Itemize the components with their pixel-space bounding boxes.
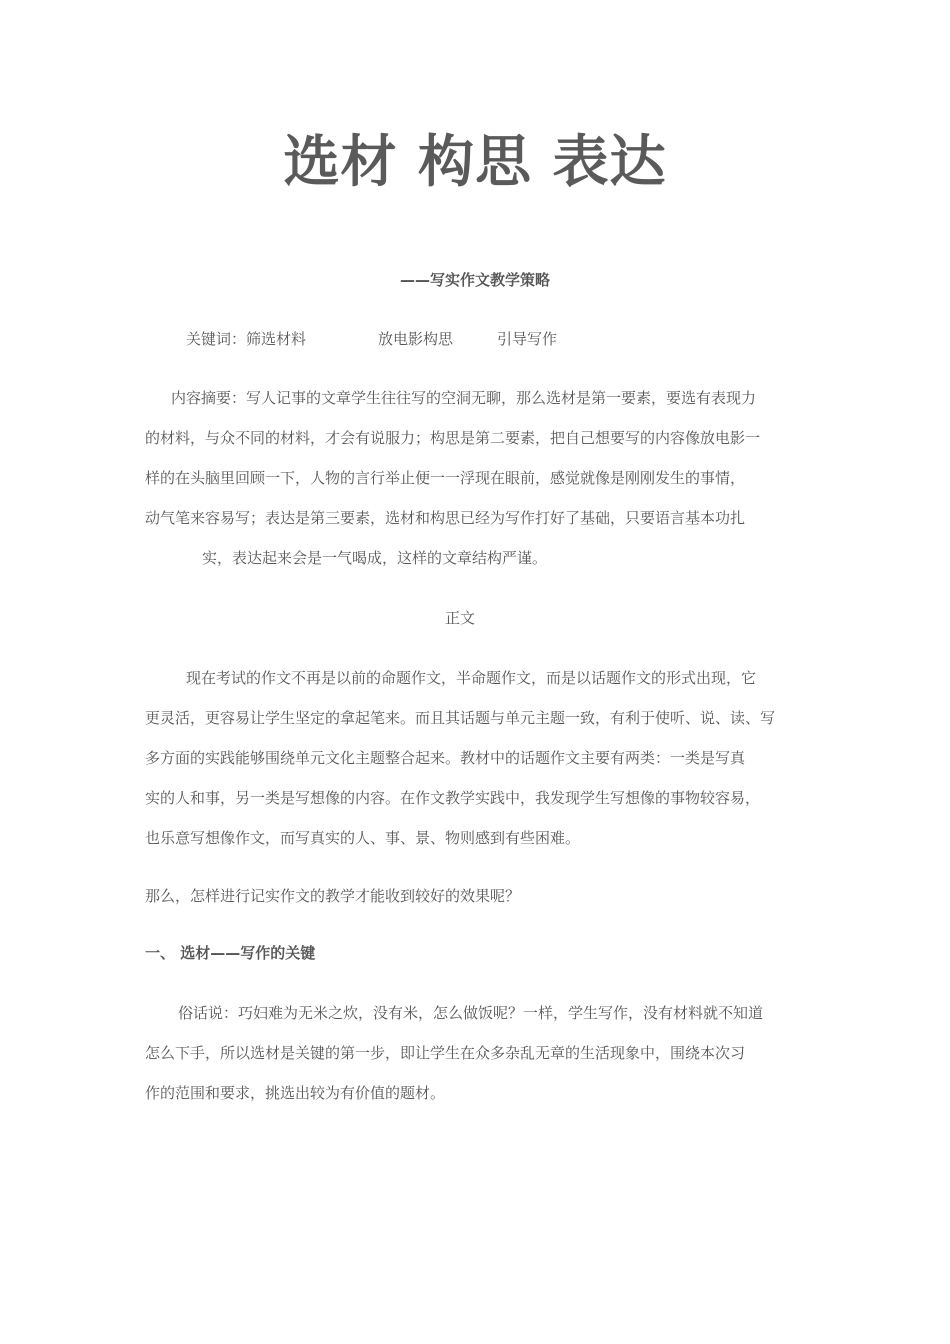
document-title: 选材 构思 表达 xyxy=(283,130,667,195)
intro-paragraph xyxy=(145,658,807,858)
question-paragraph xyxy=(145,876,807,916)
keyword-item: 引导写作 xyxy=(497,330,558,348)
intro-line: 现在考试的作文不再是以前的命题作文，半命题作文，而是以话题作文的形式出现，它 xyxy=(186,669,757,687)
intro-line: 更灵活，更容易让学生坚定的拿起笔来。而且其话题与单元主题一致，有利于使听、说、读、写 xyxy=(145,709,776,727)
section-line: 俗话说：巧妇难为无米之炊，没有米，怎么做饭呢？一样，学生写作，没有材料就不知道 xyxy=(178,1004,764,1022)
document-subtitle: ——写实作文教学策略 xyxy=(399,271,550,289)
abstract-line: 实，表达起来会是一气喝成，这样的文章结构严谨。 xyxy=(202,549,548,567)
abstract-paragraph xyxy=(145,378,807,578)
intro-line: 多方面的实践能够围绕单元文化主题整合起来。教材中的话题作文主要有两类：一类是写真 xyxy=(145,749,746,767)
abstract-line: 内容摘要：写人记事的文章学生往往写的空洞无聊，那么选材是第一要素，要选有表现力 xyxy=(171,389,757,407)
abstract-line: 动气笔来容易写；表达是第三要素，选材和构思已经为写作打好了基础，只要语言基本功扎 xyxy=(145,509,746,527)
intro-line: 也乐意写想像作文，而写真实的人、事、景、物则感到有些困难。 xyxy=(145,829,581,847)
section-line: 怎么下手，所以选材是关键的第一步，即让学生在众多杂乱无章的生活现象中，围绕本次习 xyxy=(145,1044,746,1062)
section-paragraph xyxy=(145,993,807,1113)
section-heading: 一、 选材——写作的关键 xyxy=(145,944,316,962)
abstract-line: 样的在头脑里回顾一下，人物的言行举止便一一浮现在眼前，感觉就像是刚刚发生的事情， xyxy=(145,469,746,487)
section-line: 作的范围和要求，挑选出较为有价值的题材。 xyxy=(145,1084,446,1102)
keywords-label: 关键词：筛选材料 xyxy=(186,330,307,348)
intro-line: 实的人和事，另一类是写想像的内容。在作文教学实践中，我发现学生写想像的事物较容易， xyxy=(145,789,761,807)
abstract-line: 的材料，与众不同的材料，才会有说服力；构思是第二要素，把自己想要写的内容像放电影一 xyxy=(145,429,761,447)
body-heading: 正文 xyxy=(444,609,475,627)
keyword-item: 放电影构思 xyxy=(378,330,454,348)
question-line: 那么，怎样进行记实作文的教学才能收到较好的效果呢？ xyxy=(145,887,521,905)
